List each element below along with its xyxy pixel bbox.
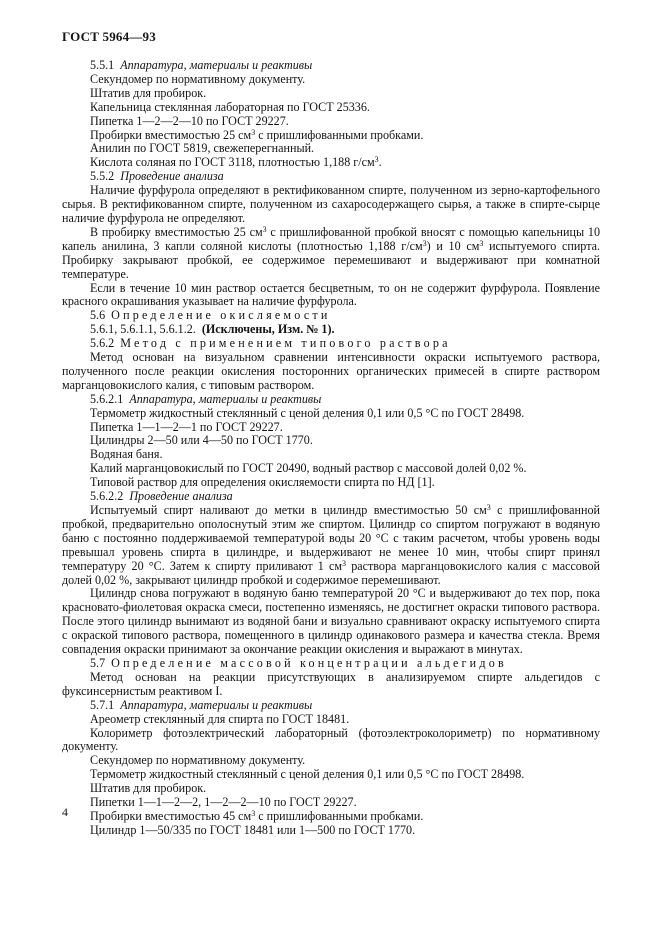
list-item: Ареометр стеклянный для спирта по ГОСТ 18481. — [90, 711, 350, 726]
section-heading-5-6-2 — [62, 337, 600, 351]
list-item: Типовой раствор для определения окисляемости спирта по НД [1]. — [90, 475, 435, 490]
superscript: 3 — [422, 238, 427, 248]
list-item: Цилиндры 2—50 или 4—50 по ГОСТ 1770. — [90, 433, 313, 448]
section-number: 5.6.2.2 — [90, 489, 124, 504]
section-heading-5-5-2 — [62, 170, 600, 184]
text-span: испытуемого спирта. Пробирку закрывают пробкой, ее содержимое перемешивают и выдерживают при комнатной температуре. — [62, 238, 601, 281]
section-number: 5.6 — [90, 308, 106, 323]
section-title: Проведение анализа — [129, 489, 233, 504]
text-span: Пробирки вместимостью 45 см — [90, 808, 252, 823]
list-item: Пипетка 1—1—2—1 по ГОСТ 29227. — [90, 419, 283, 434]
list-item — [62, 129, 600, 143]
superscript: 3 — [486, 503, 491, 512]
section-number: 5.7.1 — [90, 697, 115, 712]
superscript: 3 — [251, 127, 256, 137]
paragraph: Если в течение 10 мин раствор остается бесцветным, то он не содержит фурфурола. Появление красного окрашивания указывает на наличие фурфурола. — [62, 280, 600, 309]
section-heading-5-7 — [62, 657, 600, 671]
list-item: Капельница стеклянная лабораторная по ГОСТ 25336. — [90, 99, 370, 114]
page-number: 4 — [62, 805, 68, 819]
text-span: раствора марганцовокислого калия с массовой долей 0,02 %, закрывают цилиндр пробкой и содержимое перемешивают. — [62, 558, 601, 587]
list-item — [62, 156, 600, 170]
section-number: 5.6.1, 5.6.1.1, 5.6.1.2. — [90, 322, 196, 337]
section-heading-5-6-2-2 — [62, 490, 600, 504]
section-title: Аппаратура, материалы и реактивы — [120, 697, 313, 712]
text-span: Кислота соляная по ГОСТ 3118, плотностью 1,188 г/см — [90, 155, 375, 170]
list-item: Термометр жидкостный стеклянный с ценой деления 0,1 или 0,5 °С по ГОСТ 28498. — [90, 405, 525, 420]
section-title: Метод с применением типового раствора — [120, 336, 451, 351]
section-number: 5.6.2 — [90, 336, 115, 351]
list-item: Калий марганцовокислый по ГОСТ 20490, водный раствор с массовой долей 0,02 %. — [90, 461, 527, 476]
section-title: Определение окисляемости — [111, 308, 331, 323]
list-item: Штатив для пробирок. — [90, 781, 207, 796]
section-number: 5.7 — [90, 655, 106, 670]
superscript: 3 — [251, 808, 256, 818]
list-item: Термометр жидкостный стеклянный с ценой деления 0,1 или 0,5 °С по ГОСТ 28498. — [90, 767, 525, 782]
superscript: 3 — [342, 558, 347, 568]
paragraph: Наличие фурфурола определяют в ректификованном спирте, полученном из зерно-картофельного сырья. В ректификованном спирте, полученном из сахаросодержащего сырья, а также в спирте-сырце наличие фурфурола не определяют. — [62, 183, 600, 225]
superscript: 3 — [479, 238, 484, 248]
paragraph: Метод основан на визуальном сравнении интенсивности окраски испытуемого раствора, полученного после реакции окисления посторонних органических примесей в спирте раствором марганцовокислого калия, с типовым раствором. — [62, 350, 600, 392]
section-number: 5.5.2 — [90, 169, 115, 184]
list-item: Штатив для пробирок. — [90, 85, 207, 100]
text-span: Испытуемый спирт наливают до метки в цилиндр вместимостью 50 см — [90, 503, 487, 517]
list-item: Анилин по ГОСТ 5819, свежеперегнанный. — [90, 141, 315, 156]
list-item — [62, 810, 600, 824]
section-heading-5-7-1 — [62, 699, 600, 713]
paragraph — [62, 504, 600, 587]
section-title: Определение массовой концентрации альдегидов — [111, 655, 507, 670]
section-heading-5-6-2-1 — [62, 393, 600, 407]
text-span: Пробирки вместимостью 25 см — [90, 127, 252, 142]
superscript: 3 — [262, 224, 267, 234]
text-span: с пришлифованными пробками. — [255, 127, 424, 142]
paragraph — [62, 226, 600, 282]
paragraph: Метод основан на реакции присутствующих в анализируемом спирте альдегидов с фуксинсернистым реактивом I. — [62, 669, 600, 698]
list-item: Водяная баня. — [90, 447, 163, 462]
section-number: 5.6.2.1 — [90, 391, 124, 406]
section-heading-5-6 — [62, 309, 600, 323]
text-span: ) и 10 см — [426, 238, 480, 253]
text-span: с пришлифованной пробкой, предварительно ополоснутый этим же спиртом. Цилиндр со спиртом погружают в водяную баню с постоянно поддерживаемой температурой воды 20 °С с таким расчетом, чтобы уровень воды превышал уровень спирта в цилиндре, и выдерживают не менее 10 мин, чтобы спирт принял температуру 20 °С. Затем к спирту приливают 1 см — [62, 503, 600, 573]
section-number: 5.5.1 — [90, 58, 115, 72]
list-item: Цилиндр 1—50/335 по ГОСТ 18481 или 1—500 по ГОСТ 1770. — [90, 822, 416, 837]
text-span: В пробирку вместимостью 25 см — [90, 224, 263, 239]
document-body — [62, 59, 600, 838]
list-item: Колориметр фотоэлектрический лабораторный (фотоэлектроколориметр) по нормативному документу. — [62, 725, 600, 754]
text-span: с пришлифованными пробками. — [255, 808, 424, 823]
amendment-note: (Исключены, Изм. № 1). — [201, 322, 335, 337]
list-item: Секундомер по нормативному документу. — [90, 753, 306, 768]
text-span: с пришлифованной пробкой вносят с помощью капельницы 10 капель анилина, 3 капли соляной кислоты (плотностью 1,188 г/см — [62, 224, 600, 253]
paragraph: Цилиндр снова погружают в водяную баню температурой 20 °С и выдерживают до тех пор, пока красновато-фиолетовая окраска смеси, постепенно изменяясь, не достигнет окраски типового раствора. После этого цилиндр вынимают из водяной бани и визуально сравнивают окраску испытуемого спирта с окраской типового раствора, помещенного в цилиндр одинакового размера и качества стекла. Время совпадения окраски принимают за окончание реакции окисления и выражают в минутах. — [62, 586, 600, 657]
section-title: Аппаратура, материалы и реактивы — [120, 58, 313, 72]
section-title: Аппаратура, материалы и реактивы — [129, 391, 322, 406]
standard-header: ГОСТ 5964—93 — [62, 29, 156, 44]
section-title: Проведение анализа — [120, 169, 224, 184]
list-item: Пипетка 1—2—2—10 по ГОСТ 29227. — [90, 113, 289, 128]
list-item: Секундомер по нормативному документу. — [90, 71, 306, 86]
section-5-6-1 — [62, 323, 600, 337]
text-span: . — [378, 155, 382, 170]
list-item: Пипетки 1—1—2—2, 1—2—2—10 по ГОСТ 29227. — [90, 795, 357, 810]
superscript: 3 — [374, 155, 379, 165]
section-heading-5-5-1 — [62, 59, 600, 73]
